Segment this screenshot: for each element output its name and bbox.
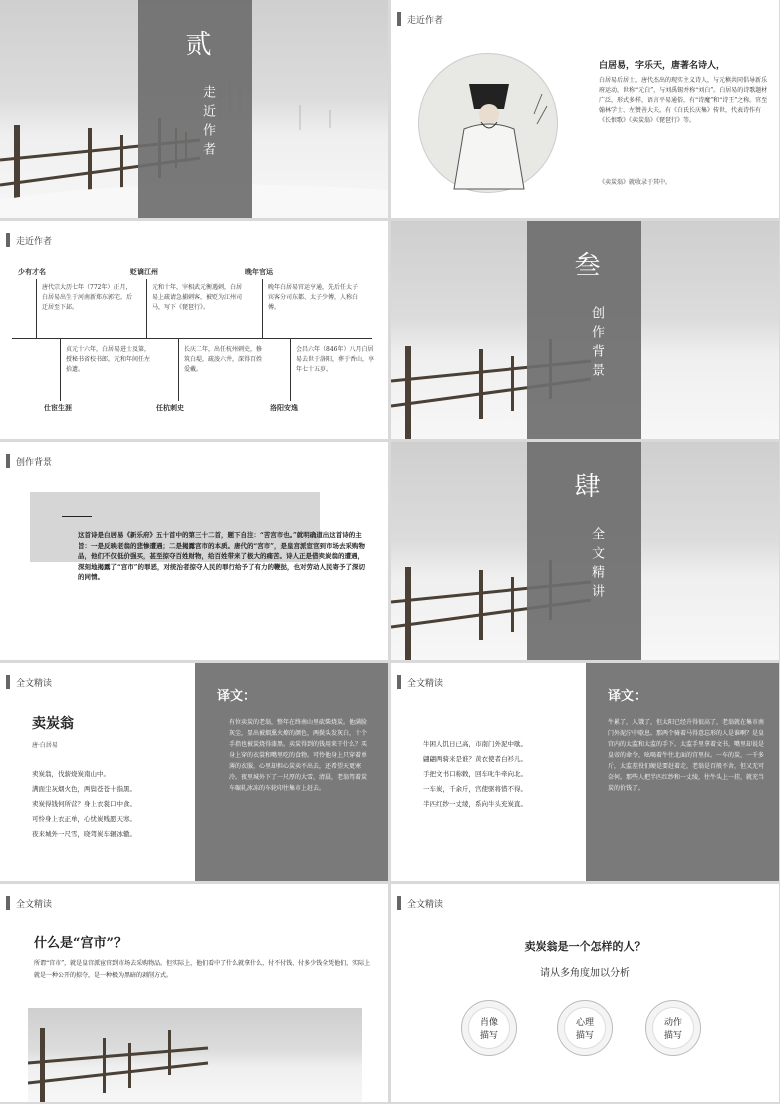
action-description-circle[interactable] <box>645 1000 701 1056</box>
circle-label-line: 描写 <box>663 1031 682 1041</box>
poem-lines <box>423 737 593 812</box>
top-label-3: 晚年官运 <box>245 267 273 276</box>
slide-author-intro <box>391 0 779 218</box>
header-text: 全文精读 <box>407 899 444 910</box>
slide-header <box>397 675 443 689</box>
slide-poem-part2 <box>391 663 779 881</box>
timeline-axis <box>12 338 372 339</box>
poem-line: 可怜身上衣正单，心忧炭贱愿天寒。 <box>32 815 136 823</box>
header-mark <box>397 896 401 910</box>
section-title: 创作背景 <box>589 306 604 382</box>
tick <box>178 339 179 401</box>
header-mark <box>397 12 401 26</box>
tick <box>290 339 291 401</box>
slide-header <box>397 896 443 910</box>
bottom-note-3: 会昌六年（846年）八月白居易去世于洛阳，葬于香山，享年七十五岁。 <box>296 346 375 373</box>
poem-author: 唐·白居易 <box>32 742 58 749</box>
slide-timeline <box>0 221 388 439</box>
analysis-prompt: 请从多角度加以分析 <box>540 968 630 979</box>
bottom-label-1: 仕宦生涯 <box>44 403 72 412</box>
header-mark <box>6 233 10 247</box>
header-text: 走近作者 <box>407 15 444 26</box>
header-text: 走近作者 <box>16 236 53 247</box>
header-mark <box>6 896 10 910</box>
bottom-label-3: 洛阳安逸 <box>270 403 298 412</box>
portrait-description-circle[interactable] <box>461 1000 517 1056</box>
tick <box>146 279 147 339</box>
slide-gongshi <box>0 884 388 1102</box>
translation-panel <box>586 663 779 881</box>
translation-title: 译文： <box>608 689 648 704</box>
bottom-note-1: 贞元十六年，白居易进士及第，授秘书省校书郎，元和年间任左拾遗。 <box>66 346 151 373</box>
header-text: 全文精读 <box>16 899 53 910</box>
tick <box>262 279 263 339</box>
circle-label-line: 心理 <box>575 1018 594 1028</box>
accent-line <box>62 516 92 517</box>
poem-line: 翩翩两骑来是谁？黄衣使者白衫儿。 <box>423 755 527 763</box>
poem-line: 满面尘灰烟火色，两鬓苍苍十指黑。 <box>32 785 136 793</box>
section-number: 叁 <box>570 251 600 277</box>
question-heading: 什么是“宫市”？ <box>34 936 127 951</box>
poem-title: 卖炭翁 <box>32 716 74 732</box>
snowy-fence-photo <box>28 1008 362 1102</box>
slide-header <box>6 233 52 247</box>
circle-label <box>564 1007 606 1049</box>
slide-title-reading <box>391 442 779 660</box>
tick <box>60 339 61 401</box>
header-text: 全文精读 <box>16 678 53 689</box>
poem-line: 牛困人饥日已高，市南门外泥中歇。 <box>423 740 527 748</box>
portrait-circle <box>418 53 558 193</box>
header-mark <box>6 454 10 468</box>
section-title: 全文精讲 <box>589 527 604 603</box>
circle-label-line: 描写 <box>479 1031 498 1041</box>
translation-panel <box>195 663 388 881</box>
poem-line: 一车炭，千余斤，宫使驱将惜不得。 <box>423 785 527 793</box>
poem-line: 卖炭翁，伐薪烧炭南山中。 <box>32 770 110 778</box>
author-body: 白居易后居士，唐代杰出的现实主义诗人，与元稹共同倡导新乐府运动，世称“元白”，与刘禹锡并称“刘白”。白居易的诗歌题材广泛，形式多样，语言平易通俗，有“诗魔”和“诗王”之称。官至翰林学士、左赞善大夫。有《白氏长庆集》传世，代表诗作有《长恨歌》《卖炭翁》《琵琶行》等。 <box>599 77 768 124</box>
poem-line: 手把文书口称敕，回车叱牛牵向北。 <box>423 770 527 778</box>
bottom-note-2: 长庆二年，出任杭州刺史，修筑白堤，疏浚六井，深得百姓爱戴。 <box>184 346 263 373</box>
top-note-2: 元和十年，宰相武元衡遇刺，白居易上疏请急捕刺客，被贬为江州司马，写下《琵琶行》。 <box>152 284 243 311</box>
slide-character-analysis <box>391 884 779 1102</box>
slide-header <box>397 12 443 26</box>
top-label-2: 贬谪江州 <box>130 267 158 276</box>
author-end: 《卖炭翁》就收录于其中。 <box>599 179 672 186</box>
circle-label <box>468 1007 510 1049</box>
psychology-description-circle[interactable] <box>557 1000 613 1056</box>
slide-poem-part1 <box>0 663 388 881</box>
translation-title: 译文： <box>217 689 257 704</box>
background-body: 这首诗是白居易《新乐府》五十首中的第三十二首，题下自注：“苦宫市也。”就明确道出这首诗的主旨：一是反映老翁的悲惨遭遇；二是揭露宫市的本质。唐代的“宫市”，是皇宫派宦官到市场去采购物品，他们不仅低价强买，甚至掠夺百姓财物，给百姓带来了极大的痛苦。诗人正是借卖炭翁的遭遇，深刻地揭露了“宫市”的罪恶，对统治者掠夺人民的罪行给予了有力的鞭挞，也对劳动人民寄予了深切的同情。 <box>78 531 365 581</box>
top-note-1: 唐代宗大历七年（772年）正月，白居易出生于河南新郑东郭宅，后迁居至下邽。 <box>42 284 133 311</box>
section-number: 肆 <box>570 472 600 498</box>
header-text: 创作背景 <box>16 457 53 468</box>
gongshi-body: 所谓“宫市”，就是皇宫派宦官到市场去采购物品。但实际上，他们看中了什么就拿什么，付不付钱、付多少钱全凭他们，实际上就是一种公开的掠夺，是一种极为黑暗的剥削方式。 <box>34 960 371 979</box>
poem-lines <box>32 767 192 842</box>
slide-title-author <box>0 0 388 218</box>
circle-label-line: 动作 <box>663 1018 682 1028</box>
author-lead: 白居易，字乐天，唐著名诗人， <box>599 61 726 71</box>
header-mark <box>397 675 401 689</box>
slide-header <box>6 896 52 910</box>
circle-label-line: 肖像 <box>479 1018 498 1028</box>
poem-line: 半匹红纱一丈绫，系向牛头充炭直。 <box>423 800 527 808</box>
header-text: 全文精读 <box>407 678 444 689</box>
circle-label-line: 描写 <box>575 1031 594 1041</box>
top-label-1: 少有才名 <box>18 267 46 276</box>
slide-background-text <box>0 442 388 660</box>
slide-title-background <box>391 221 779 439</box>
circle-label <box>652 1007 694 1049</box>
analysis-question: 卖炭翁是一个怎样的人？ <box>524 940 646 953</box>
slide-header <box>6 675 52 689</box>
translation-body: 有位卖炭的老翁，整年在终南山里砍柴烧炭。他满脸灰尘，显出被烟熏火燎的颜色，两鬓头发灰白，十个手指也被炭烧得漆黑。卖炭得到的钱用来干什么？买身上穿的衣裳和嘴里吃的食物。可怜他身上只穿着单薄的衣服，心里却担心炭卖不出去，还希望天更寒冷。夜里城外下了一尺厚的大雪，清晨，老翁驾着炭车碾轧冰冻的车轮印往集市上赶去。 <box>229 719 368 792</box>
bottom-label-2: 任杭刺史 <box>156 403 184 412</box>
poem-line: 卖炭得钱何所营？身上衣裳口中食。 <box>32 800 136 808</box>
top-note-3: 晚年白居易官运亨通，先后任太子宾客分司东都、太子少傅，人称白傅。 <box>268 284 359 311</box>
poet-portrait-icon <box>419 54 559 194</box>
slide-header <box>6 454 52 468</box>
section-number: 贰 <box>181 30 211 56</box>
tick <box>36 279 37 339</box>
section-title: 走近作者 <box>200 85 215 161</box>
header-mark <box>6 675 10 689</box>
poem-line: 夜来城外一尺雪，晓驾炭车辗冰辙。 <box>32 830 136 838</box>
translation-body: 牛累了，人饿了，但太阳已经升得很高了，老翁就在集市南门外泥泞中歇息。那两个骑着马得意忘形的人是谁啊？是皇宫内的太监和太监的手下。太监手里拿着文书，嘴里却说是皇帝的命令，吆喝着牛往北面的宫里拉。一车的炭，一千多斤，太监差役们硬是要赶着走，老翁是百般不舍，但又无可奈何。那些人把半匹红纱和一丈绫，往牛头上一挂，就充当炭的价钱了。 <box>608 719 765 792</box>
